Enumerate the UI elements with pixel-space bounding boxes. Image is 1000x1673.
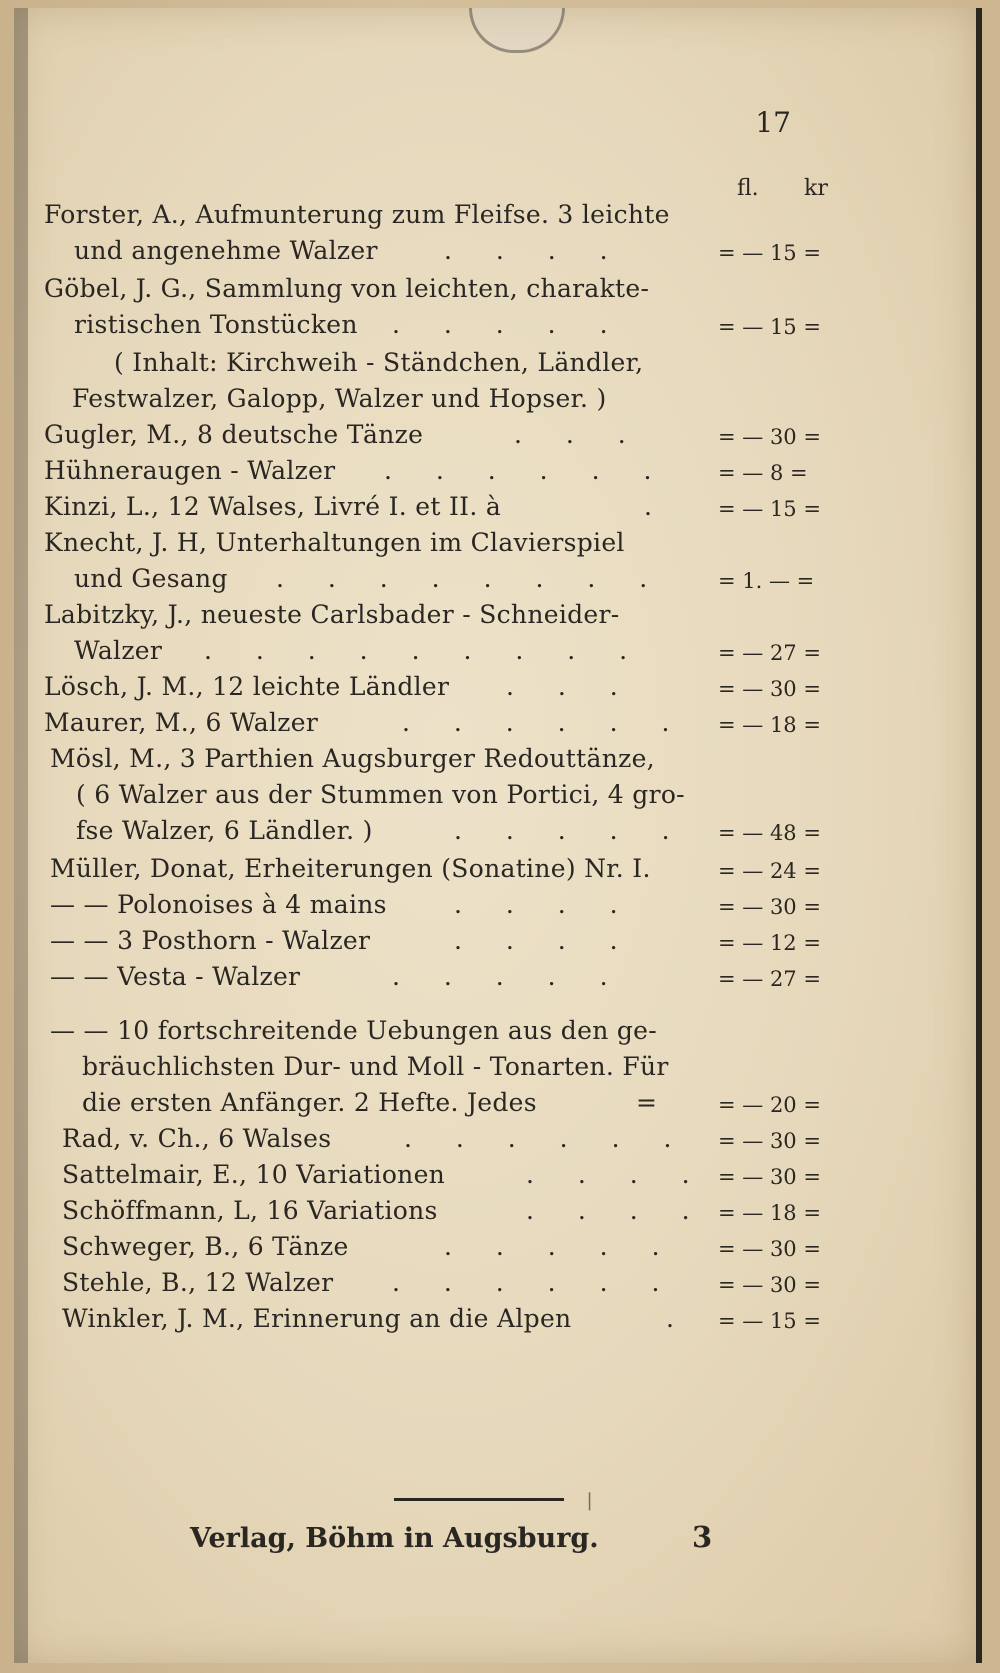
entry-line: Gugler, M., 8 deutsche Tänze (44, 420, 424, 449)
entry-price: = — 18 = (718, 1201, 821, 1225)
entry-line: Stehle, B., 12 Walzer (62, 1268, 334, 1297)
signature-mark: 3 (692, 1520, 713, 1554)
entry-price: = — 30 = (718, 895, 821, 919)
entry-price: = — 15 = (718, 315, 821, 339)
entry-line: — — 10 fortschreitende Uebungen aus den ge- (50, 1016, 658, 1045)
entry-line: Hühneraugen - Walzer (44, 456, 336, 485)
entry-price: = — 30 = (718, 1273, 821, 1297)
entry-line: — — 3 Posthorn - Walzer (50, 926, 371, 955)
entry-price: = — 30 = (718, 425, 821, 449)
entry-line: Rad, v. Ch., 6 Walses (62, 1124, 332, 1153)
entry-line: Müller, Donat, Erheiterungen (Sonatine) Nr. I. (50, 854, 651, 883)
entry-line: Walzer (74, 636, 163, 665)
entry-price: = — 30 = (718, 1165, 821, 1189)
leader-dots: . (666, 1304, 692, 1333)
leader-dots: . . . (506, 672, 636, 701)
entry-line: bräuchlichsten Dur- und Moll - Tonarten. Für (82, 1052, 669, 1081)
leader-dots: . . . . . . (392, 1268, 678, 1297)
entry-price: = — 27 = (718, 641, 821, 665)
entry-price: = — 8 = (718, 461, 808, 485)
entry-line: Festwalzer, Galopp, Walzer und Hopser. ) (72, 384, 607, 413)
column-header-fl: fl. (737, 176, 759, 201)
entry-price: = — 15 = (718, 241, 821, 265)
entry-line: Mösl, M., 3 Parthien Augsburger Redouttänze, (50, 744, 655, 773)
entry-price: = — 48 = (718, 821, 821, 845)
column-header-kr: kr (804, 176, 828, 201)
section-rule (394, 1498, 564, 1501)
ink-mark: ❘ (582, 1490, 598, 1511)
leader-dots: . . . . (454, 926, 636, 955)
page-edge (14, 8, 28, 1663)
entry-line: Schöffmann, L, 16 Variations (62, 1196, 438, 1225)
entry-line: Forster, A., Aufmunterung zum Fleifse. 3 leichte (44, 200, 670, 229)
leader-dots: . (644, 492, 670, 521)
entry-line: Knecht, J. H, Unterhaltungen im Clavierspiel (44, 528, 625, 557)
leader-dots: . . . . . (444, 1232, 678, 1261)
entry-line: die ersten Anfänger. 2 Hefte. Jedes (82, 1088, 537, 1117)
leader-dots: . . . . . . (402, 708, 688, 737)
entry-line: Maurer, M., 6 Walzer (44, 708, 319, 737)
entry-line: — — Vesta - Walzer (50, 962, 301, 991)
entry-line: fse Walzer, 6 Ländler. ) (76, 816, 373, 845)
entry-line: Lösch, J. M., 12 leichte Ländler (44, 672, 450, 701)
entry-price: = — 15 = (718, 497, 821, 521)
entry-line: und Gesang (74, 564, 228, 593)
publisher-line: Verlag, Böhm in Augsburg. (190, 1523, 599, 1554)
leader-dots: . . . . (526, 1160, 708, 1189)
entry-price: = 1. — = (718, 569, 815, 593)
entry-line: — — Polonoises à 4 mains (50, 890, 387, 919)
leader-dots: . . . . (454, 890, 636, 919)
entry-price: = — 12 = (718, 931, 821, 955)
leader-dots: . . . (514, 420, 644, 449)
entry-line: ristischen Tonstücken (74, 310, 358, 339)
leader-dots: . . . . (444, 236, 626, 265)
entry-line: Sattelmair, E., 10 Variationen (62, 1160, 446, 1189)
entry-price: = — 18 = (718, 713, 821, 737)
entry-line: Schweger, B., 6 Tänze (62, 1232, 349, 1261)
entry-line: ( 6 Walzer aus der Stummen von Portici, 4 gro- (76, 780, 685, 809)
entry-line: ( Inhalt: Kirchweih - Ständchen, Ländler, (114, 348, 644, 377)
leader-dots: . . . . . . . . (276, 564, 666, 593)
entry-price: = — 24 = (718, 859, 821, 883)
entry-price: = — 30 = (718, 1129, 821, 1153)
clip-mark (469, 8, 565, 53)
entry-line: Kinzi, L., 12 Walses, Livré I. et II. à (44, 492, 502, 521)
catalog-page (14, 8, 982, 1663)
leader-dots: . . . . . (454, 816, 688, 845)
entry-line: Winkler, J. M., Erinnerung an die Alpen (62, 1304, 572, 1333)
entry-line: und angenehme Walzer (74, 236, 378, 265)
entry-price: = — 30 = (718, 1237, 821, 1261)
entry-price: = — 27 = (718, 967, 821, 991)
leader-dots: = (636, 1088, 675, 1117)
leader-dots: . . . . . (392, 962, 626, 991)
entry-price: = — 15 = (718, 1309, 821, 1333)
leader-dots: . . . . . . (384, 456, 670, 485)
leader-dots: . . . . (526, 1196, 708, 1225)
entry-price: = — 20 = (718, 1093, 821, 1117)
entry-price: = — 30 = (718, 677, 821, 701)
leader-dots: . . . . . . (404, 1124, 690, 1153)
page-number: 17 (755, 106, 791, 139)
entry-line: Göbel, J. G., Sammlung von leichten, charakte- (44, 274, 650, 303)
leader-dots: . . . . . . . . . (204, 636, 646, 665)
leader-dots: . . . . . (392, 310, 626, 339)
entry-line: Labitzky, J., neueste Carlsbader - Schneider- (44, 600, 620, 629)
